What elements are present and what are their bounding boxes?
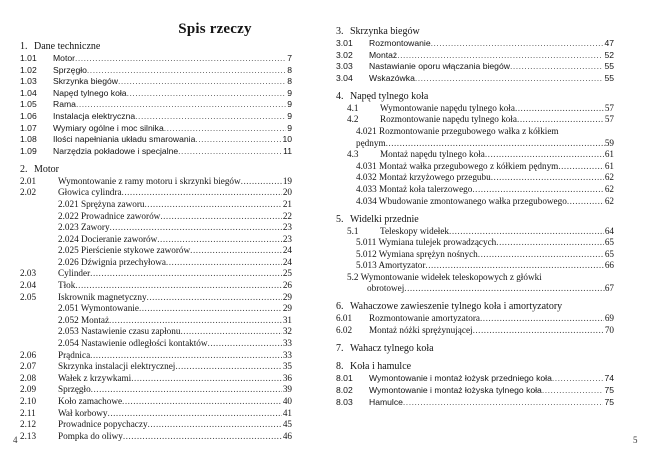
entry-page: 21 — [282, 198, 292, 209]
toc-entry — [336, 50, 614, 62]
entry-page: 8 — [287, 64, 292, 75]
dot-leader — [552, 373, 604, 385]
entry-title: 5.011 Wymiana tulejek prowadzących — [356, 237, 497, 248]
entry-line — [356, 126, 614, 138]
entry-number: 2.12 — [20, 419, 37, 430]
entry-number: 3.02 — [336, 49, 353, 60]
entry-number: 4.3 — [347, 149, 359, 160]
dot-leader — [510, 61, 604, 73]
entry-page: 61 — [604, 160, 614, 171]
entry-number: 6.01 — [336, 313, 353, 324]
dot-leader — [76, 99, 286, 111]
entry-line — [347, 272, 614, 284]
entry-number: 1.03 — [20, 76, 37, 87]
entry-number: 4.1 — [347, 102, 359, 113]
entry-title: Skrzynka instalacji elektrycznej — [58, 361, 176, 372]
toc-entry — [20, 234, 292, 246]
entry-title: Teleskopy widełek — [380, 225, 450, 236]
entry-number: 1.01 — [20, 53, 37, 63]
entry-number: 8.02 — [336, 385, 353, 396]
entry-page: 9 — [287, 122, 292, 133]
dot-leader — [478, 249, 604, 261]
section-heading — [336, 26, 614, 38]
entry-title: Hamulce — [369, 396, 403, 407]
entry-page: 31 — [282, 314, 292, 325]
entry-page: 55 — [604, 72, 614, 83]
toc-entry — [20, 373, 292, 385]
entry-page: 26 — [282, 280, 292, 291]
entry-number: 2.05 — [20, 291, 37, 302]
toc-entry — [20, 88, 292, 100]
toc-entry — [336, 73, 614, 85]
section-heading — [336, 214, 614, 226]
dot-leader — [517, 114, 604, 126]
section-number: 7. — [336, 343, 344, 355]
dot-leader — [145, 199, 282, 211]
toc-entry — [20, 326, 292, 338]
entry-page: 67 — [604, 283, 614, 294]
toc-entry — [20, 315, 292, 327]
toc-entry — [336, 184, 614, 196]
entry-title: Koło zamachowe — [58, 396, 123, 407]
dot-leader — [122, 396, 282, 408]
dot-leader — [567, 196, 604, 208]
dot-leader — [480, 313, 604, 325]
entry-title: Prądnica — [58, 349, 91, 360]
entry-number: 2.10 — [20, 396, 37, 407]
dot-leader — [241, 176, 282, 188]
dot-leader — [108, 408, 282, 420]
entry-number: 6.02 — [336, 325, 353, 336]
dot-leader — [473, 325, 604, 337]
entry-page: 66 — [604, 260, 614, 271]
toc-entry — [336, 161, 614, 173]
entry-title: Motor — [53, 53, 75, 63]
toc-entry — [336, 260, 614, 272]
entry-number: 1.07 — [20, 122, 37, 133]
dot-leader — [190, 245, 282, 257]
entry-page: 10 — [282, 134, 292, 145]
entry-title: Cylinder — [58, 268, 91, 279]
dot-leader — [148, 419, 282, 431]
entry-page: 52 — [604, 49, 614, 60]
dot-leader — [118, 76, 286, 88]
entry-number: 2.13 — [20, 430, 37, 441]
toc-entry — [20, 99, 292, 111]
dot-leader — [386, 138, 605, 150]
entry-page: 9 — [287, 99, 292, 110]
toc-section — [336, 301, 614, 336]
entry-number: 2.07 — [20, 361, 37, 372]
dot-leader — [90, 350, 282, 362]
entry-page: 61 — [604, 149, 614, 160]
dot-leader — [208, 338, 282, 350]
dot-leader — [122, 187, 282, 199]
entry-page: 40 — [282, 396, 292, 407]
toc-entry — [20, 408, 292, 420]
toc-entry — [20, 268, 292, 280]
toc-entry — [336, 38, 614, 50]
dot-leader — [87, 65, 286, 77]
toc-entry — [336, 103, 614, 115]
entry-page: 41 — [282, 407, 292, 418]
entry-title: Narzędzia pokładowe i specjalne — [53, 145, 179, 156]
toc-section — [336, 343, 614, 355]
entry-page: 33 — [282, 338, 292, 349]
entry-title: Rozmontowanie — [369, 38, 431, 48]
entry-number: 2.01 — [20, 175, 37, 186]
dot-leader — [195, 134, 281, 146]
section-heading — [20, 41, 292, 53]
entry-page: 7 — [287, 53, 292, 63]
toc-entry — [336, 172, 614, 184]
section-number: 8. — [336, 361, 344, 373]
toc-entry — [336, 237, 614, 249]
dot-leader — [515, 103, 604, 115]
entry-page: 47 — [604, 38, 614, 48]
entry-page: 46 — [282, 430, 292, 441]
section-title: Skrzynka biegów — [350, 26, 420, 37]
dot-leader — [449, 226, 604, 238]
toc-entry — [336, 397, 614, 409]
dot-leader — [75, 53, 286, 65]
toc-entry — [20, 431, 292, 443]
dot-leader — [166, 257, 282, 269]
toc-entry — [336, 272, 614, 295]
entry-title: 2.054 Nastawienie odległości kontaktów — [58, 338, 208, 349]
toc-entry — [20, 303, 292, 315]
section-number: 1. — [20, 41, 28, 52]
toc-entry — [20, 199, 292, 211]
toc-entry — [20, 245, 292, 257]
entry-title: Wałek z krzywkami — [58, 372, 132, 383]
dot-leader — [127, 88, 287, 100]
toc-entry — [20, 384, 292, 396]
toc-entry — [336, 196, 614, 208]
entry-page: 55 — [604, 61, 614, 72]
toc-entry — [20, 361, 292, 373]
page-number-left: 4 — [13, 435, 18, 445]
entry-title: 4.034 Wbudowanie zmontowanego wałka przegubowego — [356, 195, 567, 206]
toc-entry — [336, 149, 614, 161]
entry-number: 1.06 — [20, 110, 37, 121]
entry-page: 9 — [287, 110, 292, 121]
entry-number: 4.2 — [347, 114, 359, 125]
entry-page: 35 — [282, 361, 292, 372]
entry-number: 3.04 — [336, 72, 353, 83]
section-heading — [336, 361, 614, 373]
toc-entry — [20, 65, 292, 77]
section-heading — [336, 301, 614, 313]
entry-title: 2.051 Wymontowanie — [58, 303, 139, 314]
entry-title: 5.012 Wymiana sprężyn nośnych — [356, 248, 478, 259]
entry-number: 5.1 — [347, 225, 359, 236]
entry-page: 24 — [282, 245, 292, 256]
toc-left-column — [20, 41, 292, 449]
entry-page: 75 — [604, 396, 614, 407]
dot-leader — [415, 73, 604, 85]
toc-section — [336, 214, 614, 296]
toc-entry — [336, 61, 614, 73]
entry-page: 36 — [282, 372, 292, 383]
section-heading — [336, 91, 614, 103]
section-title: Widelki przednie — [350, 213, 419, 225]
toc-entry — [20, 292, 292, 304]
toc-entry — [20, 111, 292, 123]
entry-number: 3.01 — [336, 38, 353, 48]
entry-title-cont: obrotowej — [367, 283, 405, 294]
toc-entry — [20, 176, 292, 188]
entry-title: Instalacja elektryczna — [53, 110, 136, 121]
section-number: 5. — [336, 213, 344, 225]
entry-title-cont: pędnym — [356, 137, 386, 148]
entry-number: 8.03 — [336, 396, 353, 407]
entry-title: Montaż — [369, 49, 398, 60]
section-title: Wahacz tylnego koła — [350, 343, 434, 355]
entry-page: 33 — [282, 349, 292, 360]
entry-page: 65 — [604, 237, 614, 248]
section-title: Motor — [34, 163, 59, 175]
entry-page: 19 — [282, 175, 292, 186]
section-number: 4. — [336, 90, 344, 102]
entry-page: 69 — [604, 313, 614, 324]
toc-section — [336, 26, 614, 84]
entry-title: 4.021 Rozmontowanie przegubowego wałka z kółkiem — [356, 125, 559, 136]
entry-title: 4.032 Montaż krzyżowego przegubu — [356, 172, 491, 183]
toc-entry — [336, 325, 614, 337]
toc-right-column — [336, 26, 614, 415]
entry-page: 8 — [287, 76, 292, 87]
entry-number: 3.03 — [336, 61, 353, 72]
entry-number: 2.09 — [20, 384, 37, 395]
dot-leader — [558, 161, 603, 173]
dot-leader — [75, 280, 281, 292]
toc-entry — [336, 249, 614, 261]
section-number: 6. — [336, 301, 344, 313]
toc-entry — [20, 146, 292, 158]
dot-leader — [542, 385, 604, 397]
dot-leader — [175, 361, 281, 373]
entry-number: 2.11 — [20, 407, 36, 418]
entry-title: Sprzęgło — [58, 384, 91, 395]
dot-leader — [403, 397, 604, 409]
toc-entry — [20, 280, 292, 292]
entry-page: 62 — [604, 195, 614, 206]
dot-leader — [90, 268, 282, 280]
toc-entry — [20, 123, 292, 135]
entry-number: 5.2 — [347, 271, 361, 282]
toc-section — [336, 361, 614, 408]
entry-title: 2.053 Nastawienie czasu zapłonu — [58, 326, 181, 337]
dot-leader — [425, 260, 603, 272]
entry-title: Iskrownik magnetyczny — [58, 291, 147, 302]
entry-title: Wymontowanie i montaż łożysk przedniego koła — [369, 373, 552, 384]
dot-leader — [109, 315, 282, 327]
dot-leader — [157, 234, 282, 246]
toc-section — [336, 91, 614, 207]
entry-line — [356, 138, 614, 150]
entry-title: Pompka do oliwy — [58, 430, 123, 441]
entry-title: Rozmontowanie amortyzatora — [369, 313, 480, 324]
entry-page: 45 — [282, 419, 292, 430]
entry-page: 39 — [282, 384, 292, 395]
entry-title: Napęd tylnego koła — [53, 87, 127, 98]
entry-page: 22 — [282, 210, 292, 221]
entry-number: 1.04 — [20, 87, 37, 98]
dot-leader — [123, 431, 282, 443]
section-title: Koła i hamulce — [350, 361, 412, 373]
entry-title: 2.026 Dźwignia przechyłowa — [58, 256, 166, 267]
entry-number: 1.02 — [20, 64, 37, 75]
toc-section — [20, 164, 292, 443]
entry-title: Wymontowanie napędu tylnego koła — [380, 102, 515, 113]
dot-leader — [472, 184, 603, 196]
toc-entry — [20, 257, 292, 269]
entry-page: 64 — [604, 225, 614, 236]
entry-line — [347, 283, 614, 295]
toc-entry — [336, 114, 614, 126]
entry-title: Prowadnice popychaczy — [58, 419, 148, 430]
dot-leader — [178, 146, 282, 158]
page-number-right: 5 — [633, 435, 638, 445]
entry-page: 23 — [282, 222, 292, 233]
entry-title: 5.013 Amortyzator — [356, 260, 426, 271]
dot-leader — [110, 222, 282, 234]
entry-title: Sprzęgło — [53, 64, 87, 75]
toc-entry — [20, 419, 292, 431]
toc-entry — [20, 76, 292, 88]
entry-title: 4.031 Montaż wałka przegubowego z kółkiem pędnym — [356, 160, 559, 171]
entry-page: 23 — [282, 233, 292, 244]
entry-page: 74 — [604, 373, 614, 384]
dot-leader — [160, 211, 282, 223]
entry-title: Rama — [53, 99, 76, 110]
entry-number: 2.04 — [20, 280, 37, 291]
entry-number: 2.06 — [20, 349, 37, 360]
entry-title: 4.033 Montaż koła talerzowego — [356, 183, 473, 194]
dot-leader — [404, 283, 605, 295]
entry-page: 57 — [604, 114, 614, 125]
dot-leader — [491, 172, 604, 184]
entry-title: Montaż napędu tylnego koła — [380, 149, 485, 160]
entry-page: 11 — [283, 145, 292, 156]
toc-entry — [20, 134, 292, 146]
section-title: Wahaczowe zawieszenie tylnego koła i amortyzatory — [350, 301, 563, 313]
toc-entry — [20, 396, 292, 408]
toc-entry — [20, 53, 292, 65]
toc-entry — [20, 211, 292, 223]
toc-entry — [336, 226, 614, 238]
entry-title: Wymontowanie i montaż łożyska tylnego koła — [369, 385, 542, 396]
dot-leader — [485, 149, 604, 161]
entry-number: 1.05 — [20, 99, 37, 110]
dot-leader — [164, 123, 286, 135]
toc-section — [20, 41, 292, 157]
entry-page: 24 — [282, 256, 292, 267]
toc-entry — [20, 338, 292, 350]
toc-entry — [336, 313, 614, 325]
entry-number: 2.03 — [20, 268, 37, 279]
entry-title: Nastawianie oporu włączania biegów — [369, 61, 510, 72]
section-heading — [336, 343, 614, 355]
entry-number: 8.01 — [336, 373, 353, 384]
entry-title: 2.024 Docieranie zaworów — [58, 233, 158, 244]
dot-leader — [431, 38, 604, 50]
section-number: 3. — [336, 26, 344, 37]
dot-leader — [180, 326, 281, 338]
entry-title: 2.052 Montaż — [58, 314, 110, 325]
entry-title: Rozmontowanie napędu tylnego koła — [380, 114, 518, 125]
dot-leader — [147, 292, 282, 304]
section-title: Dane techniczne — [34, 41, 101, 52]
entry-page: 25 — [282, 268, 292, 279]
section-heading — [20, 164, 292, 176]
entry-number: 1.09 — [20, 145, 37, 156]
entry-title: Tłok — [58, 280, 76, 291]
entry-page: 20 — [282, 187, 292, 198]
entry-title: Ilości napełniania układu smarowania — [53, 134, 196, 145]
entry-page: 9 — [287, 87, 292, 98]
entry-title: Montaż nóżki sprężynującej — [369, 325, 473, 336]
entry-page: 75 — [604, 385, 614, 396]
toc-entry — [336, 385, 614, 397]
entry-page: 59 — [604, 137, 614, 148]
dot-leader — [135, 111, 286, 123]
entry-page: 29 — [282, 303, 292, 314]
dot-leader — [91, 384, 282, 396]
entry-title: Wskazówka — [369, 72, 415, 83]
entry-title: Wymontowanie widełek teleskopowych z główki — [360, 271, 542, 282]
dot-leader — [131, 373, 282, 385]
toc-entry — [20, 187, 292, 199]
entry-title: Skrzynka biegów — [53, 76, 118, 87]
toc-entry — [336, 373, 614, 385]
entry-page: 32 — [282, 326, 292, 337]
entry-title: Wymontowanie z ramy motoru i skrzynki biegów — [58, 175, 241, 186]
dot-leader — [397, 50, 603, 62]
page-title: Spis rzeczy — [178, 21, 252, 37]
entry-page: 62 — [604, 183, 614, 194]
dot-leader — [496, 237, 604, 249]
entry-number: 2.08 — [20, 372, 37, 383]
entry-page: 65 — [604, 248, 614, 259]
entry-title: Głowica cylindra — [58, 187, 122, 198]
toc-entry — [20, 222, 292, 234]
toc-entry — [20, 350, 292, 362]
entry-number: 1.08 — [20, 134, 37, 145]
dot-leader — [139, 303, 282, 315]
entry-page: 29 — [282, 291, 292, 302]
entry-page: 62 — [604, 172, 614, 183]
toc-entry — [336, 126, 614, 149]
section-title: Napęd tylnego koła — [350, 90, 429, 102]
entry-page: 70 — [604, 325, 614, 336]
entry-title: 2.025 Pierścienie stykowe zaworów — [58, 245, 191, 256]
entry-number: 2.02 — [20, 187, 37, 198]
entry-title: 2.023 Zawory — [58, 222, 110, 233]
section-number: 2. — [20, 163, 28, 175]
entry-page: 57 — [604, 102, 614, 113]
entry-title: Wał korbowy — [58, 407, 108, 418]
entry-title: 2.021 Sprężyna zaworu — [58, 198, 145, 209]
entry-title: Wymiary ogólne i moc silnika — [53, 122, 164, 133]
entry-title: 2.022 Prowadnice zaworów — [58, 210, 161, 221]
